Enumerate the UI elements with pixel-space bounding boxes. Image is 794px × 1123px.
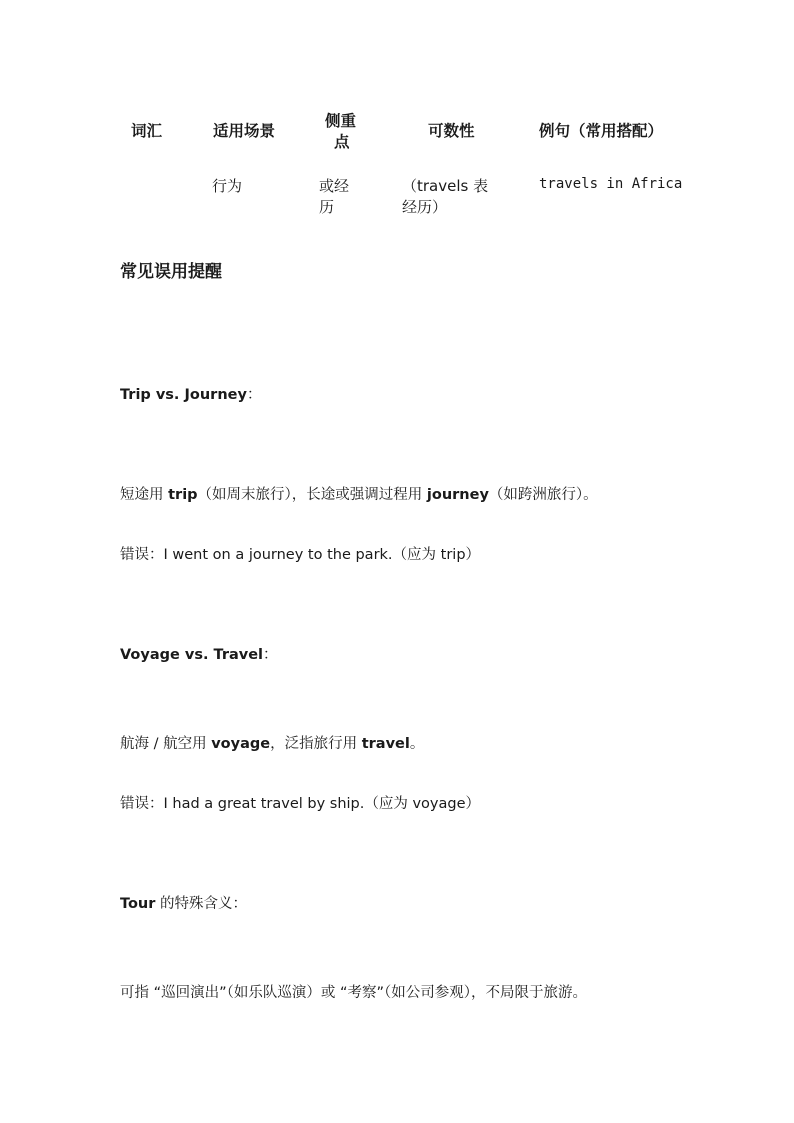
desc-text: （如跨洲旅行）。 <box>488 487 598 503</box>
section-title: 常见误用提醒 <box>120 262 222 282</box>
item-tour-desc: 可指 “巡回演出”（如乐队巡演）或 “考察”（如公司参观），不局限于旅游。 <box>120 985 588 1001</box>
desc-keyword: travel <box>361 736 410 752</box>
table-cell-example: travels in Africa <box>539 176 683 192</box>
desc-text: ，泛指旅行用 <box>270 736 362 752</box>
heading-text: Tour <box>120 896 156 912</box>
heading-suffix: ： <box>263 647 278 663</box>
table-cell-focus-line1: 或经 <box>319 177 350 195</box>
desc-text: 。 <box>409 736 425 752</box>
heading-suffix: ： <box>246 387 262 403</box>
desc-keyword: journey <box>426 487 489 503</box>
table-cell-scene: 行为 <box>212 177 243 195</box>
desc-text: 航海 / 航空用 <box>120 736 212 752</box>
table-cell-countable-line1: （travels 表 <box>402 177 489 195</box>
item-voyage-travel-heading <box>120 643 278 664</box>
table-header-focus-line2: 点 <box>334 133 350 151</box>
heading-text: Voyage vs. Travel <box>120 647 264 663</box>
desc-keyword: voyage <box>211 736 271 752</box>
table-header-countable: 可数性 <box>428 122 475 140</box>
item-voyage-travel-desc <box>120 732 424 753</box>
table-cell-countable-line2: 经历） <box>402 198 448 216</box>
desc-text: （如周末旅行），长途或强调过程用 <box>197 487 427 503</box>
item-trip-journey-heading <box>120 383 261 404</box>
table-cell-focus-line2: 历 <box>319 198 335 216</box>
item-voyage-travel-error: 错误：I had a great travel by ship.（应为 voyage） <box>120 796 481 812</box>
item-tour-heading <box>120 892 247 913</box>
item-trip-journey-error: 错误：I went on a journey to the park.（应为 trip） <box>120 547 481 563</box>
heading-suffix: 的特殊含义： <box>155 896 248 912</box>
heading-text: Trip vs. Journey <box>120 387 247 403</box>
table-header-focus-line1: 侧重 <box>325 112 357 130</box>
desc-keyword: trip <box>168 487 198 503</box>
table-header-scene: 适用场景 <box>213 122 276 140</box>
desc-text: 短途用 <box>120 487 169 503</box>
table-header-example: 例句（常用搭配） <box>539 122 664 140</box>
item-trip-journey-desc <box>120 483 598 504</box>
table-header-word: 词汇 <box>131 122 163 140</box>
